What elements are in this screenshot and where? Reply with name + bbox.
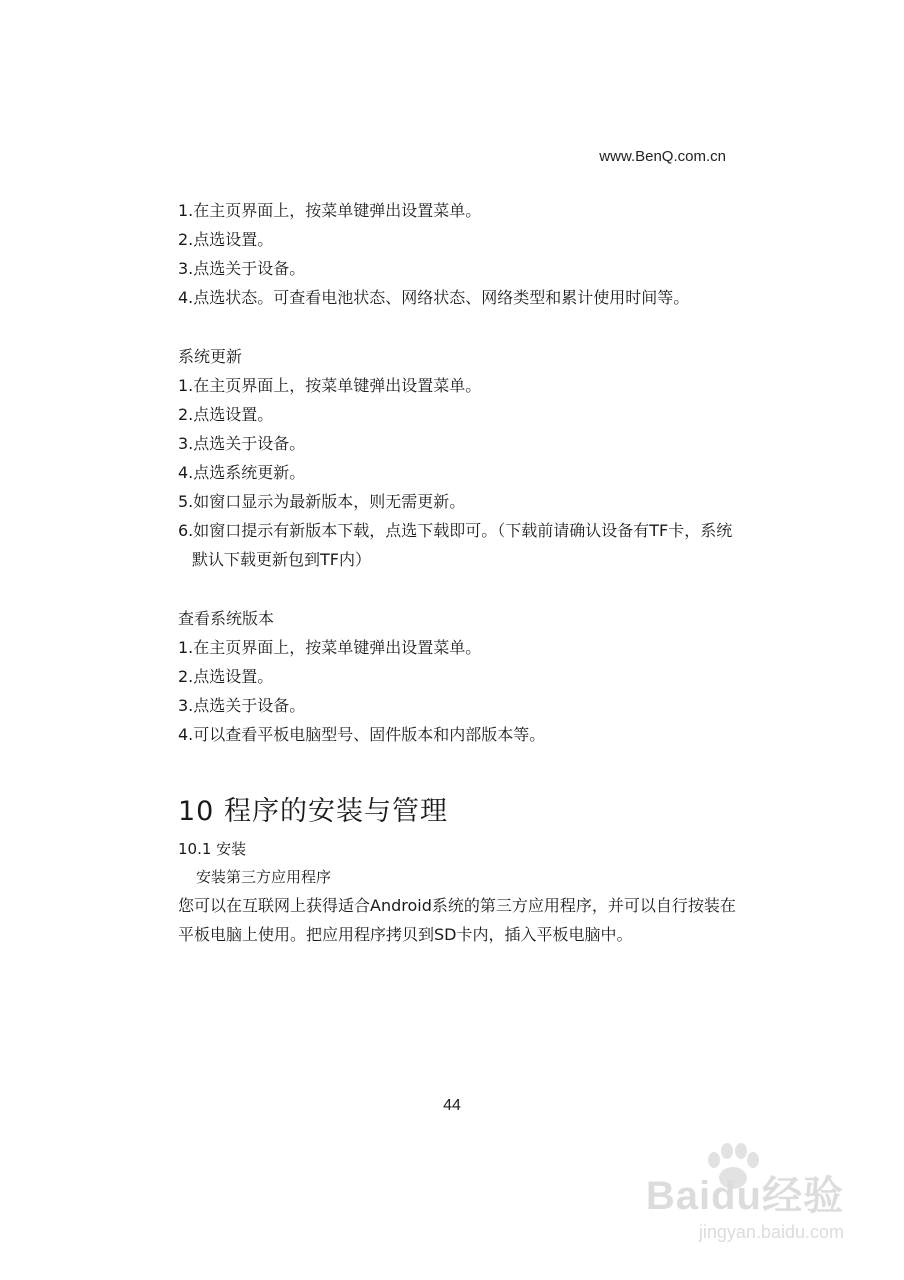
list-item: 2.点选设置。 <box>178 667 274 686</box>
list-item-continuation: 默认下载更新包到TF内） <box>192 550 371 569</box>
chapter-title: 10 程序的安装与管理 <box>178 796 448 827</box>
subsection-title: 10.1 安装 <box>178 840 247 858</box>
list-item: 2.点选设置。 <box>178 405 274 424</box>
section-title-system-version: 查看系统版本 <box>178 609 275 628</box>
paragraph-line: 您可以在互联网上获得适合Android系统的第三方应用程序，并可以自行按装在 <box>178 896 736 915</box>
paragraph-line: 平板电脑上使用。把应用程序拷贝到SD卡内，插入平板电脑中。 <box>178 925 633 944</box>
header-url: www.BenQ.com.cn <box>599 148 726 165</box>
section-title-system-update: 系统更新 <box>178 347 243 366</box>
list-item: 4.可以查看平板电脑型号、固件版本和内部版本等。 <box>178 725 546 744</box>
watermark-url: jingyan.baidu.com <box>698 1222 844 1242</box>
list-item: 4.点选状态。可查看电池状态、网络状态、网络类型和累计使用时间等。 <box>178 288 690 307</box>
list-item: 5.如窗口显示为最新版本，则无需更新。 <box>178 492 466 511</box>
list-item: 6.如窗口提示有新版本下载，点选下载即可。（下载前请确认设备有TF卡，系统 <box>178 521 733 540</box>
list-item: 1.在主页界面上，按菜单键弹出设置菜单。 <box>178 376 482 395</box>
list-item: 3.点选关于设备。 <box>178 259 306 278</box>
watermark-logo: Baidu经验 <box>645 1174 844 1218</box>
document-body <box>178 196 738 949</box>
version-steps <box>178 633 738 749</box>
status-steps <box>178 196 738 312</box>
update-steps <box>178 371 738 574</box>
list-item: 2.点选设置。 <box>178 230 274 249</box>
spacer <box>178 312 738 342</box>
subsection-subtitle: 安装第三方应用程序 <box>196 868 332 886</box>
list-item: 1.在主页界面上，按菜单键弹出设置菜单。 <box>178 638 482 657</box>
list-item: 1.在主页界面上，按菜单键弹出设置菜单。 <box>178 201 482 220</box>
list-item: 4.点选系统更新。 <box>178 463 306 482</box>
list-item: 3.点选关于设备。 <box>178 434 306 453</box>
page-number: 44 <box>443 1097 461 1114</box>
baidu-watermark <box>624 1142 854 1252</box>
list-item: 3.点选关于设备。 <box>178 696 306 715</box>
spacer <box>178 574 738 604</box>
